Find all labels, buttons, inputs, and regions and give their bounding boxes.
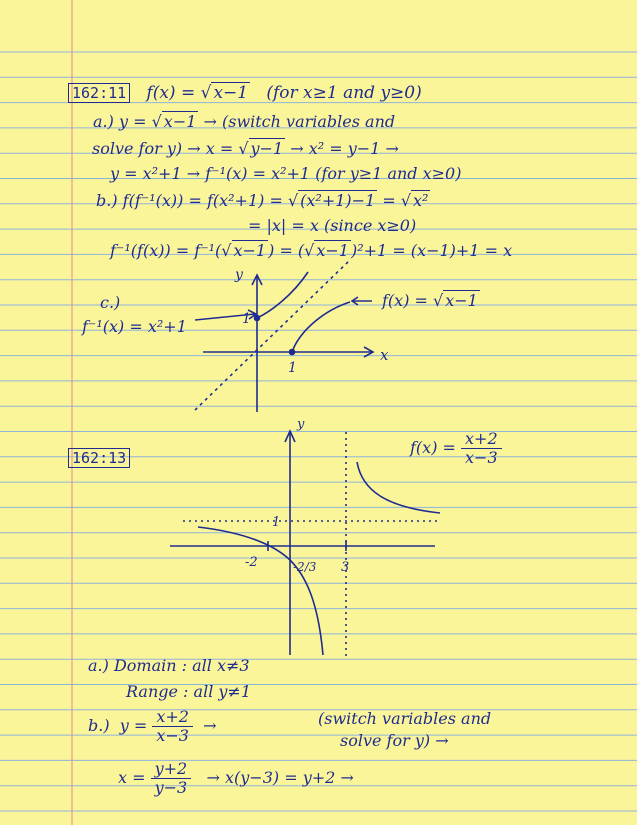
p13-range: Range : all y≠1 (126, 682, 252, 701)
b3-radicand-1: x−1 (233, 241, 267, 260)
part-a-line-1: a.) y = √ x−1 → (switch variables and (93, 112, 396, 131)
p13-b1-numerator: x+2 (152, 708, 193, 727)
part-b-line-3: f⁻¹(f(x)) = f⁻¹(√ x−1 ) = (√ x−1 )²+1 = (x−1)+1 = x (110, 241, 513, 260)
p13-b1-arrow: → (203, 716, 217, 735)
graph1-inverse-start-point (255, 316, 260, 321)
fx-condition: (for x≥1 and y≥0) (266, 83, 422, 103)
p13-part-b-line-2 (118, 760, 354, 797)
graph1-tick-one-y: 1 (242, 311, 251, 327)
a2-post: → x² = y−1 → (285, 139, 399, 158)
p13-function (410, 430, 502, 467)
p13-b1-fraction (152, 708, 193, 745)
part-b-line-1: b.) f(f⁻¹(x)) = f(x²+1) = √ (x²+1)−1 = √ x² (96, 191, 429, 210)
graph2-tick-neg23-label: -2/3 (293, 560, 317, 574)
graph1-y-label: y (235, 267, 243, 283)
a2-pre: solve for y) → x = (92, 139, 239, 158)
p13-b1-pre: y = (119, 716, 148, 735)
p13-part-b-line-1 (88, 708, 217, 745)
part-a-line-2: solve for y) → x = √ y−1 → x² = y−1 → (92, 139, 399, 158)
p13-b2-denominator: y−3 (154, 778, 188, 797)
b1-mid: = (377, 191, 401, 210)
p13-part-a-label: a.) (88, 656, 109, 675)
graph2-y-label: y (297, 417, 305, 432)
cf-radicand: x−1 (445, 291, 478, 310)
p13-fx-lhs: f(x) = (410, 438, 456, 457)
p13-part-a-line-1 (88, 657, 250, 675)
b3-radicand-2: x−1 (316, 241, 349, 260)
graph2-right-branch (357, 462, 440, 513)
b3-post: )²+1 = (x−1)+1 = x (350, 241, 513, 260)
cf-pre: f(x) = (382, 291, 434, 310)
a1-pre: y = (118, 112, 152, 131)
graph1-tick-one-x: 1 (288, 360, 297, 376)
b1-radicand-2: x² (413, 191, 429, 210)
problem-label-162-11: 162:11 (68, 83, 130, 103)
part-a-line-3: y = x²+1 → f⁻¹(x) = x²+1 (for y≥1 and x≥0) (110, 164, 462, 183)
p13-b2-numerator: y+2 (151, 760, 192, 779)
fx-lhs: f(x) = (146, 83, 201, 103)
p13-b1-note-2: solve for y) → (340, 731, 449, 750)
graph-rational-function (170, 431, 440, 660)
p13-part-b-label: b.) (88, 716, 110, 735)
p13-b1-denominator: x−3 (156, 726, 189, 745)
a1-post: → (switch variables and (198, 112, 396, 131)
p13-fx-fraction (461, 430, 502, 467)
graph2-tick-three-label: 3 (341, 560, 350, 575)
p13-domain: Domain : all x≠3 (113, 656, 250, 675)
graph1-f-curve (292, 302, 350, 352)
a1-radicand: x−1 (163, 112, 197, 131)
problem-162-11-header: 162:11 f(x) = √ x−1 (for x≥1 and y≥0) (68, 84, 422, 102)
graph-inverse-functions (195, 260, 373, 412)
part-c-f-label: f(x) = √ x−1 (382, 291, 478, 310)
graph2-tick-neg2-label: -2 (245, 555, 258, 570)
a2-radicand: y−1 (250, 139, 284, 158)
graph1-inverse-curve (257, 272, 308, 318)
graph1-x-label: x (380, 346, 389, 364)
part-b-line-2: = |x| = x (since x≥0) (248, 216, 417, 235)
b3-mid: ) = ( (268, 241, 305, 260)
b1-radicand-1: (x²+1)−1 (300, 191, 376, 210)
part-c-label: c.) (100, 293, 121, 312)
p13-b2-fraction (151, 760, 192, 797)
part-c-inverse-label: f⁻¹(x) = x²+1 (82, 317, 187, 336)
p13-fx-numerator: x+2 (461, 430, 502, 449)
graph1-f-start-point (290, 350, 295, 355)
b1-pre: f(f⁻¹(x)) = f(x²+1) = (122, 191, 288, 210)
b3-pre: f⁻¹(f(x)) = f⁻¹( (110, 241, 222, 260)
problem-label-162-13: 162:13 (68, 448, 130, 468)
graph1-line-y-equals-x (195, 260, 350, 410)
p13-b1-note-1: (switch variables and (318, 709, 492, 728)
problem-162-13-header (68, 449, 130, 467)
part-a-label: a.) (93, 112, 114, 131)
p13-b2-post: → x(y−3) = y+2 → (206, 768, 354, 787)
graph2-tick-one-label: 1 (272, 515, 281, 530)
part-b-label: b.) (96, 191, 118, 210)
p13-b2-pre: x = (118, 768, 146, 787)
fx-radicand: x−1 (213, 83, 249, 103)
p13-fx-denominator: x−3 (465, 448, 498, 467)
